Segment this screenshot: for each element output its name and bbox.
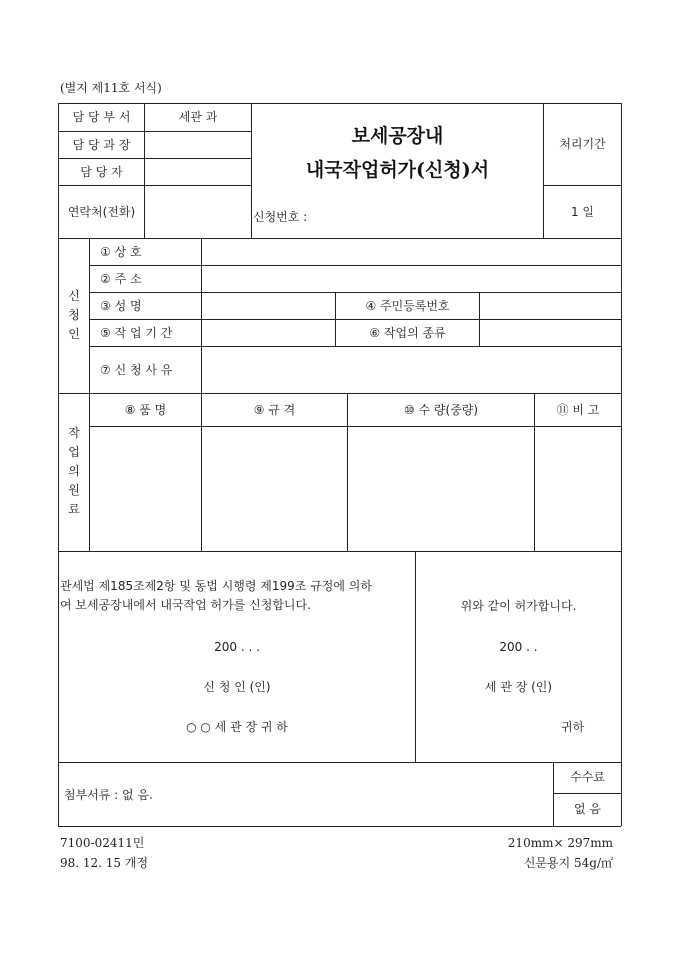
resident-number-label: ④ 주민등록번호 [365,299,450,313]
processing-period-label: 처리기간 [559,137,606,151]
fee-value: 없 음 [574,802,601,816]
application-date: 200 . . . [214,640,260,654]
contact-label: 연락처(전화) [67,205,136,219]
application-number-label: 신청번호 : [253,210,308,224]
approval-text: 위와 같이 허가합니다. [460,599,577,613]
approval-addressee: 귀하 [561,720,585,734]
trade-name-label: ① 상 호 [100,245,142,259]
staff-label: 담 당 자 [80,165,123,179]
paper-size: 210mm× 297mm [507,836,613,850]
customs-chief-signature: 세 관 장 (인) [484,680,553,694]
address-label: ② 주 소 [100,272,142,286]
applicant-group-label: 신 청 인 [68,289,80,341]
quantity-header: ⑩ 수 량(중량) [403,403,479,417]
item-name-header: ⑧ 품 명 [124,403,167,417]
processing-period-value: 1 일 [570,205,595,219]
fee-label: 수수료 [570,770,605,784]
approval-date: 200 . . [499,640,538,654]
declaration-line-1: 관세법 제185조제2항 및 동법 시행령 제199조 규정에 의하 [60,579,372,593]
remarks-header: ⑪ 비 고 [556,403,600,417]
form-code: (별지 제11호 서식) [60,81,162,95]
form-number: 7100-02411민 [60,836,145,850]
dept-label: 담 당 부 서 [72,110,131,124]
attachments-label: 첨부서류 : 없 음. [64,788,153,802]
revision-date: 98. 12. 15 개정 [60,856,149,870]
form-title-line1: 보세공장내 [351,125,444,147]
name-label: ③ 성 명 [100,299,142,313]
form-title-line2: 내국작업허가(신청)서 [305,159,490,181]
materials-group-label: 작 업 의 원 료 [68,426,80,516]
addressee: ○ ○ 세 관 장 귀 하 [186,720,288,734]
work-type-label: ⑥ 작업의 종류 [369,326,446,340]
applicant-signature: 신 청 인 (인) [203,680,271,694]
application-reason-label: ⑦ 신 청 사 유 [100,363,173,377]
dept-value: 세관 과 [178,110,218,124]
work-period-label: ⑤ 작 업 기 간 [100,326,173,340]
paper-type: 신문용지 54g/㎡ [523,856,613,870]
manager-label: 담 당 과 장 [72,138,131,152]
specification-header: ⑨ 규 격 [253,403,296,417]
declaration-line-2: 여 보세공장내에서 내국작업 허가를 신청합니다. [60,598,311,612]
